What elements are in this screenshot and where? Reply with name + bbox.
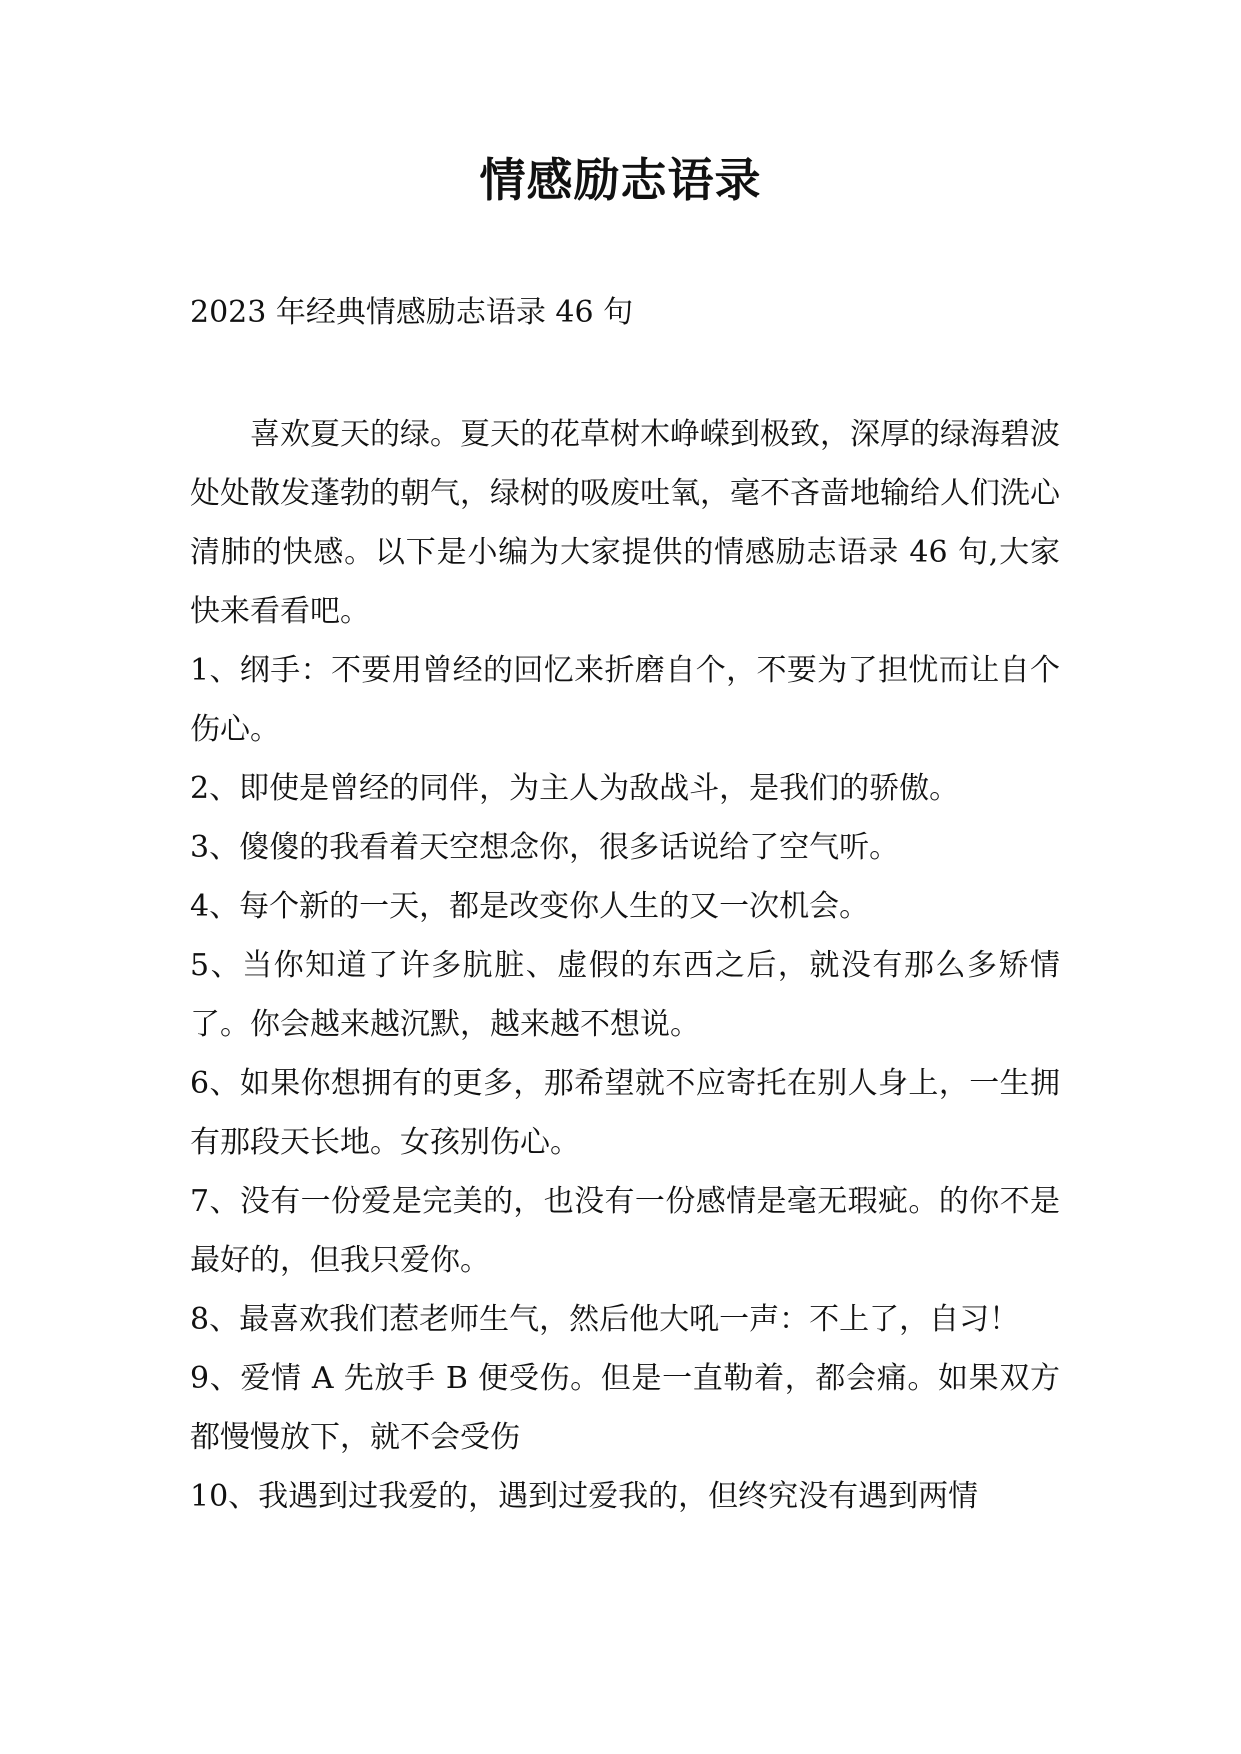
quote-item-1: 1、纲手：不要用曾经的回忆来折磨自个，不要为了担忧而让自个伤心。 bbox=[190, 653, 1060, 747]
quote-item-7: 7、没有一份爱是完美的，也没有一份感情是毫无瑕疵。的你不是最好的，但我只爱你。 bbox=[190, 1184, 1060, 1278]
document-subtitle: 2023 年经典情感励志语录 46 句 bbox=[190, 295, 634, 330]
quote-list bbox=[190, 641, 1060, 1526]
intro-paragraph: 喜欢夏天的绿。夏天的花草树木峥嵘到极致，深厚的绿海碧波处处散发蓬勃的朝气，绿树的吸废吐氧，毫不吝啬地输给人们洗心清肺的快感。以下是小编为大家提供的情感励志语录 46 句,大家快来看看吧。 bbox=[190, 417, 1060, 629]
quote-item-9: 9、爱情 A 先放手 B 便受伤。但是一直勒着，都会痛。如果双方都慢慢放下，就不会受伤 bbox=[190, 1361, 1060, 1455]
quote-item-5: 5、当你知道了许多肮脏、虚假的东西之后，就没有那么多矫情了。你会越来越沉默，越来越不想说。 bbox=[190, 948, 1060, 1042]
document-body bbox=[190, 405, 1060, 1526]
quote-item-4: 4、每个新的一天，都是改变你人生的又一次机会。 bbox=[190, 889, 870, 924]
quote-item-6: 6、如果你想拥有的更多，那希望就不应寄托在别人身上，一生拥有那段天长地。女孩别伤心。 bbox=[190, 1066, 1060, 1160]
quote-item-3: 3、傻傻的我看着天空想念你，很多话说给了空气听。 bbox=[190, 830, 900, 865]
document-title: 情感励志语录 bbox=[479, 153, 762, 207]
quote-item-2: 2、即使是曾经的同伴，为主人为敌战斗，是我们的骄傲。 bbox=[190, 771, 960, 806]
quote-item-10: 10、我遇到过我爱的，遇到过爱我的，但终究没有遇到两情 bbox=[190, 1479, 979, 1514]
quote-item-8: 8、最喜欢我们惹老师生气，然后他大吼一声：不上了，自习！ bbox=[190, 1302, 1020, 1337]
